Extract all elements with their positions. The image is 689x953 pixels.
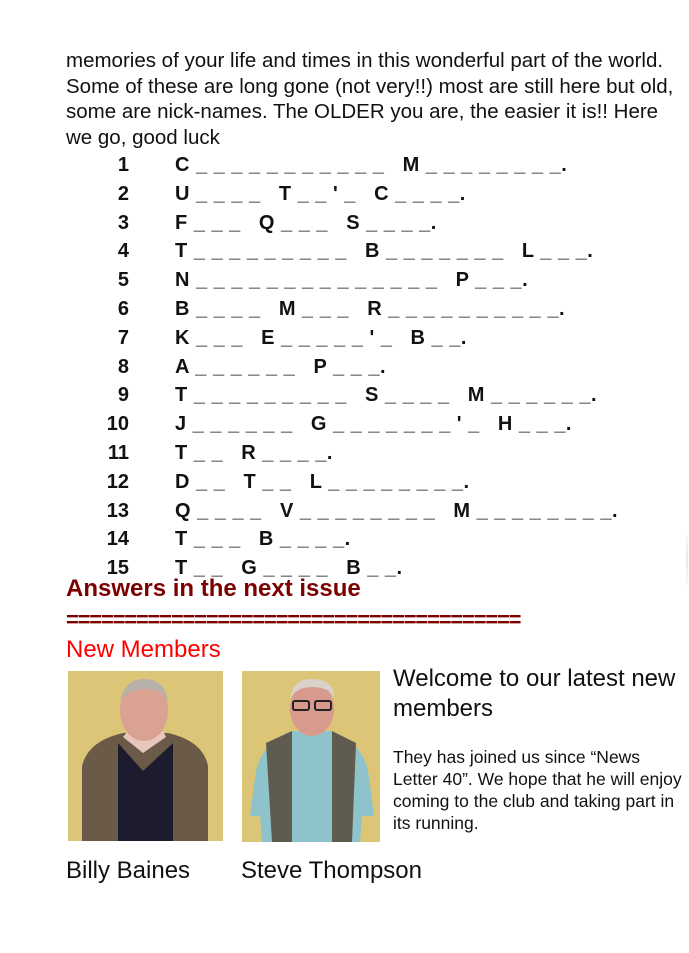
quiz-clue: U _ _ _ _ T _ _ ' _ C _ _ _ _. <box>175 182 466 205</box>
quiz-item <box>66 439 666 468</box>
quiz-number: 1 <box>117 154 129 176</box>
new-members-title: New Members <box>66 636 221 663</box>
quiz-clue: F _ _ _ Q _ _ _ S _ _ _ _. <box>175 211 437 234</box>
quiz-clue: K _ _ _ E _ _ _ _ _ ' _ B _ _. <box>175 326 467 349</box>
answers-note: Answers in the next issue <box>66 575 361 602</box>
quiz-number: 3 <box>117 211 129 234</box>
separator-line: ======================================= <box>66 607 521 632</box>
quiz-item <box>66 151 666 180</box>
quiz-clue: Q _ _ _ _ V _ _ _ _ _ _ _ _ M _ _ _ _ _ _ _ _. <box>175 499 619 522</box>
quiz-item <box>66 237 666 266</box>
quiz-clue: T _ _ _ _ _ _ _ _ _ B _ _ _ _ _ _ _ L _ _ _. <box>175 240 594 263</box>
member-name: Billy Baines <box>66 857 191 884</box>
quiz-item <box>66 180 666 209</box>
quiz-clue: T _ _ G _ _ _ _ B _ _. <box>175 557 403 580</box>
welcome-heading: Welcome to our latest new members <box>393 665 676 722</box>
quiz-clue: C _ _ _ _ _ _ _ _ _ _ _ M _ _ _ _ _ _ _ _. <box>175 154 568 176</box>
quiz-number: 13 <box>106 499 129 522</box>
quiz-clue: T _ _ _ B _ _ _ _. <box>175 528 351 551</box>
quiz-clue: B _ _ _ _ M _ _ _ R _ _ _ _ _ _ _ _ _ _. <box>175 297 565 320</box>
member-name: Steve Thompson <box>241 857 422 884</box>
quiz-clue: T _ _ R _ _ _ _. <box>175 441 333 464</box>
member-photo-billy-baines <box>68 671 223 841</box>
quiz-item <box>66 497 666 526</box>
quiz-item <box>66 410 666 439</box>
quiz-number: 4 <box>117 240 129 263</box>
quiz-item <box>66 525 666 554</box>
quiz-number: 5 <box>117 269 129 292</box>
quiz-number: 9 <box>117 384 129 407</box>
quiz-item <box>66 266 666 295</box>
person-portrait-icon <box>242 671 380 842</box>
quiz-item <box>66 381 666 410</box>
quiz-item <box>66 324 666 353</box>
quiz-clue: T _ _ _ _ _ _ _ _ _ S _ _ _ _ M _ _ _ _ _ _. <box>175 384 598 407</box>
intro-paragraph: memories of your life and times in this wonderful part of the world. Some of these are long gone (not very!!) most are still here but old, some are nick-names. The OLDER you are, the easier it is!! Here we go, good luck <box>66 49 674 149</box>
quiz-number: 6 <box>117 297 129 320</box>
quiz-number: 15 <box>106 557 129 580</box>
quiz-clue: J _ _ _ _ _ _ G _ _ _ _ _ _ _ ' _ H _ _ _. <box>175 413 572 436</box>
quiz-clue: D _ _ T _ _ L _ _ _ _ _ _ _ _. <box>175 470 470 493</box>
quiz-item <box>66 209 666 238</box>
member-photo-steve-thompson <box>242 671 380 842</box>
quiz-item <box>66 295 666 324</box>
quiz-number: 11 <box>107 441 129 464</box>
person-portrait-icon <box>68 671 223 841</box>
quiz-number: 12 <box>106 470 129 493</box>
quiz-clue: A _ _ _ _ _ _ P _ _ _. <box>175 355 387 378</box>
quiz-number: 14 <box>106 528 129 551</box>
quiz-number: 2 <box>117 182 129 205</box>
quiz-number: 10 <box>106 413 129 436</box>
quiz-list <box>66 151 666 583</box>
page-edge-shadow <box>686 530 688 590</box>
quiz-item <box>66 468 666 497</box>
welcome-body: They has joined us since “News Letter 40”. We hope that he will enjoy coming to the club and taking part in its running. <box>393 747 682 833</box>
quiz-number: 8 <box>117 355 129 378</box>
quiz-number: 7 <box>117 326 129 349</box>
quiz-clue: N _ _ _ _ _ _ _ _ _ _ _ _ _ _ P _ _ _. <box>175 269 529 292</box>
quiz-item <box>66 353 666 382</box>
